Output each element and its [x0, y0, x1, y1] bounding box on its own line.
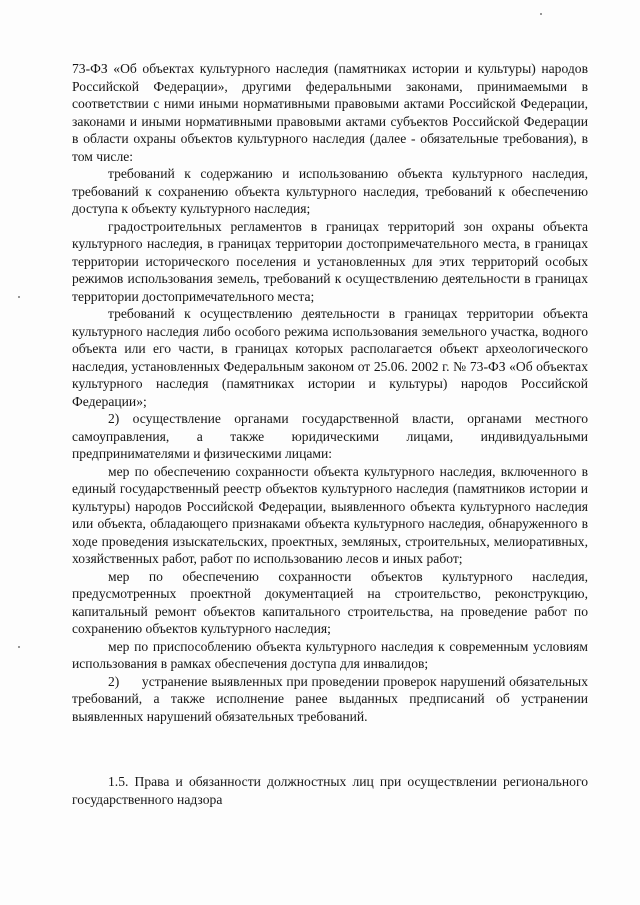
paragraph-project-measures: мер по обеспечению сохранности объектов культурного наследия, предусмотренных проектной документацией на строительство, реконструкцию, капитальный ремонт объектов капитального строительства, на проведение работ по сохранению объектов культурного наследия;: [72, 568, 588, 636]
scan-speck: [18, 296, 20, 298]
paragraph-item-2: 2) осуществление органами государственной власти, органами местного самоуправления, а также юридическими лицами, индивидуальными предпринимателями и физическими лицами:: [72, 411, 588, 461]
paragraph-activity-requirements: требований к осуществлению деятельности в границах территории объекта культурного наследия либо особого режима использования земельного участка, водного объекта или его части, в границах которых располагается объект археологического наследия, установленных Федеральным законом от 25.06. 2002 г. № 73-ФЗ «Об объектах культурного наследия (памятниках истории и культуры) народов Российской Федерации»;: [72, 306, 588, 409]
section-heading: 1.5. Права и обязанности должностных лиц при осуществлении регионального государственного надзора: [72, 774, 588, 807]
scan-speck: [18, 646, 20, 648]
paragraph-urban-regulations: градостроительных регламентов в границах территорий зон охраны объекта культурного наследия, в границах территории достопримечательного места, в границах территории исторического поселения и установленных для этих территорий особых режимов использования земель, требований к осуществлению деятельности в границах территории достопримечательного места;: [72, 218, 588, 304]
paragraph-preservation-measures: мер по обеспечению сохранности объекта культурного наследия, включенного в единый государственный реестр объектов культурного наследия (памятников истории и культуры) народов Российской Федерации, выявленного объекта культурного наследия или объекта, обладающего признаками объекта культурного наследия, обнаруженного в ходе проведения изыскательских, проектных, земляных, строительных, мелиоративных, хозяйственных работ, работ по использованию лесов и иных работ;: [72, 463, 588, 566]
section-1-5: [72, 773, 588, 808]
paragraph-accessibility-measures: мер по приспособлению объекта культурного наследия к современным условиям использования в рамках обеспечения доступа для инвалидов;: [72, 638, 588, 671]
paragraph-content-requirements: требований к содержанию и использованию объекта культурного наследия, требований к сохранению объекта культурного наследия, требований к обеспечению доступа к объекту культурного наследия;: [72, 166, 588, 216]
paragraph-continuation: 73-ФЗ «Об объектах культурного наследия (памятниках истории и культуры) народов Российской Федерации», другими федеральными законами, принимаемыми в соответствии с ними иными нормативными правовыми актами Российской Федерации, законами и иными нормативными правовыми актами субъектов Российской Федерации в области охраны объектов культурного наследия (далее - обязательные требования), в том числе:: [72, 61, 588, 164]
paragraph-violations: 2) устранение выявленных при проведении проверок нарушений обязательных требований, а также исполнение ранее выданных предписаний об устранении выявленных нарушений обязательных требований.: [72, 673, 592, 724]
scan-speck: [540, 13, 542, 15]
document-body: [72, 60, 592, 725]
